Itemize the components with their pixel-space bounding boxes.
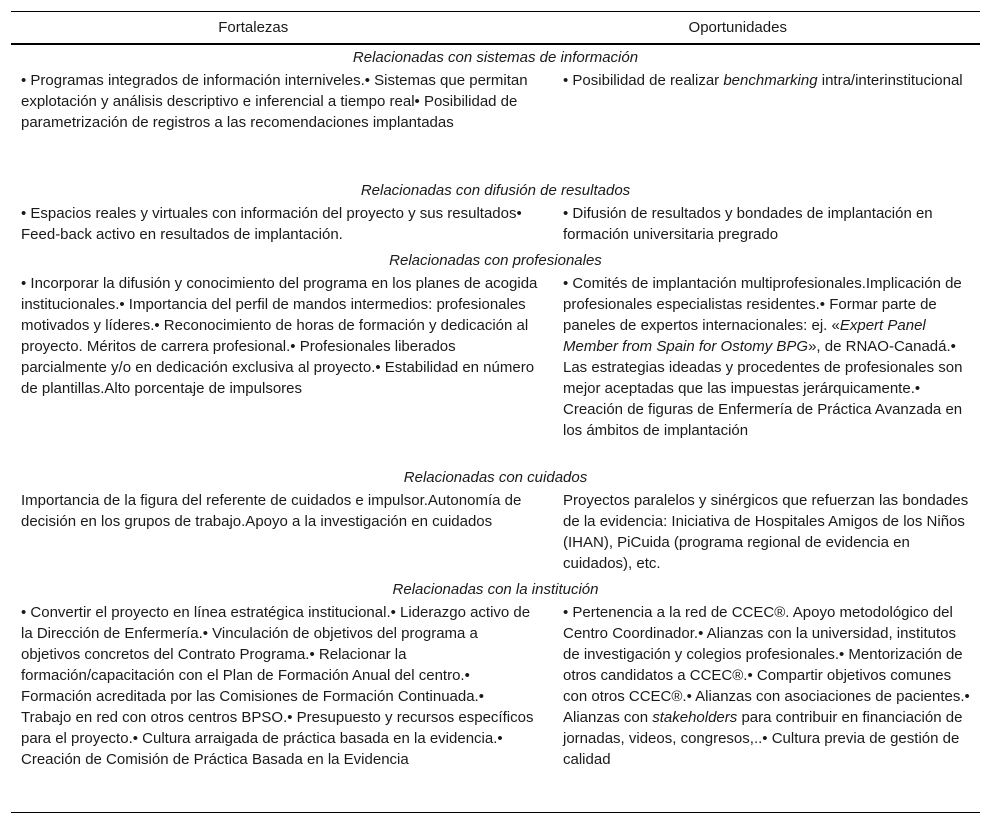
oportunidades-cell [552,271,980,465]
text-segment: • Pertenencia a la red de CCEC®. Apoyo metodológico del Centro Coordinador.• Alianzas con la universidad, institutos de investigación y colegios profesionales.• Mentorización de otros candidatos a CCEC®.• Compartir objetivos comunes con otros CCEC®.• Alianzas con asociaciones de pacientes.• Alianzas con [563,604,970,726]
italic-text-segment: stakeholders [652,709,738,726]
section-title: Relacionadas con difusión de resultados [360,182,631,199]
fortalezas-cell [11,68,552,178]
text-segment: intra/interinstitucional [817,72,963,89]
text-segment: • Posibilidad de realizar [563,72,724,89]
table-row [11,600,980,812]
table-row [11,271,980,465]
header-oportunidades: Oportunidades [688,19,787,36]
text-segment: • Espacios reales y virtuales con información del proyecto y sus resultados• Feed-back activo en resultados de implantación. [21,205,522,243]
oportunidades-cell [552,201,980,248]
oportunidades-cell [552,600,980,812]
text-segment: Proyectos paralelos y sinérgicos que refuerzan las bondades de la evidencia: Iniciativa de Hospitales Amigos de los Niños (IHAN), PiCuida (programa regional de evidencia en cuidados), etc. [563,492,969,572]
table-row [11,201,980,248]
italic-text-segment: benchmarking [723,72,818,89]
text-segment: », de RNAO-Canadá.• Las estrategias ideadas y procedentes de profesionales son mejor aceptadas que las impuestas jerárquicamente.• Creación de figuras de Enfermería de Práctica Avanzada en los ámbitos de implantación [563,338,963,439]
italic-text-segment: Expert Panel Member from Spain for Ostomy BPG [563,317,926,355]
table-row [11,488,980,577]
fortalezas-cell [11,271,552,465]
text-segment: • Incorporar la difusión y conocimiento del programa en los planes de acogida institucionales.• Importancia del perfil de mandos intermedios: profesionales motivados y líderes.• Reconocimiento de horas de formación y dedicación al proyecto. Méritos de carrera profesional.• Profesionales liberados parcialmente y/o en dedicación exclusiva al proyecto.• Estabilidad en número de plantillas.Alto porcentaje de impulsores [21,275,538,397]
text-segment: • Comités de implantación multiprofesionales.Implicación de profesionales especialistas residentes.• Formar parte de paneles de expertos internacionales: ej. « [563,275,962,334]
section-title: Relacionadas con cuidados [403,469,588,486]
section-title: Relacionadas con la institución [392,581,599,598]
swot-table [11,11,980,813]
text-segment: para contribuir en financiación de jornadas, videos, congresos,..• Cultura previa de gestión de calidad [563,709,963,768]
oportunidades-cell [552,68,980,178]
header-fortalezas: Fortalezas [218,19,289,36]
table-row [11,68,980,178]
fortalezas-cell [11,201,552,248]
text-segment: Importancia de la figura del referente de cuidados e impulsor.Autonomía de decisión en los grupos de trabajo.Apoyo a la investigación en cuidados [21,492,522,530]
fortalezas-cell [11,600,552,812]
section-title: Relacionadas con profesionales [389,252,602,269]
fortalezas-cell [11,488,552,577]
text-segment: • Programas integrados de información interniveles.• Sistemas que permitan explotación y análisis descriptivo e inferencial a tiempo real• Posibilidad de parametrización de registros a las recomendaciones implantadas [21,72,528,131]
section-title: Relacionadas con sistemas de información [352,49,639,66]
table-header [11,12,980,45]
text-segment: • Convertir el proyecto en línea estratégica institucional.• Liderazgo activo de la Dirección de Enfermería.• Vinculación de objetivos del programa a objetivos concretos del Contrato Programa.• Relacionar la formación/capacitación con el Plan de Formación Anual del centro.• Formación acreditada por las Comisiones de Formación Continuada.• Trabajo en red con otros centros BPSO.• Presupuesto y recursos específicos para el proyecto.• Cultura arraigada de práctica basada en la evidencia.• Creación de Comisión de Práctica Basada en la Evidencia [21,604,534,768]
oportunidades-cell [552,488,980,577]
text-segment: • Difusión de resultados y bondades de implantación en formación universitaria pregrado [563,205,933,243]
